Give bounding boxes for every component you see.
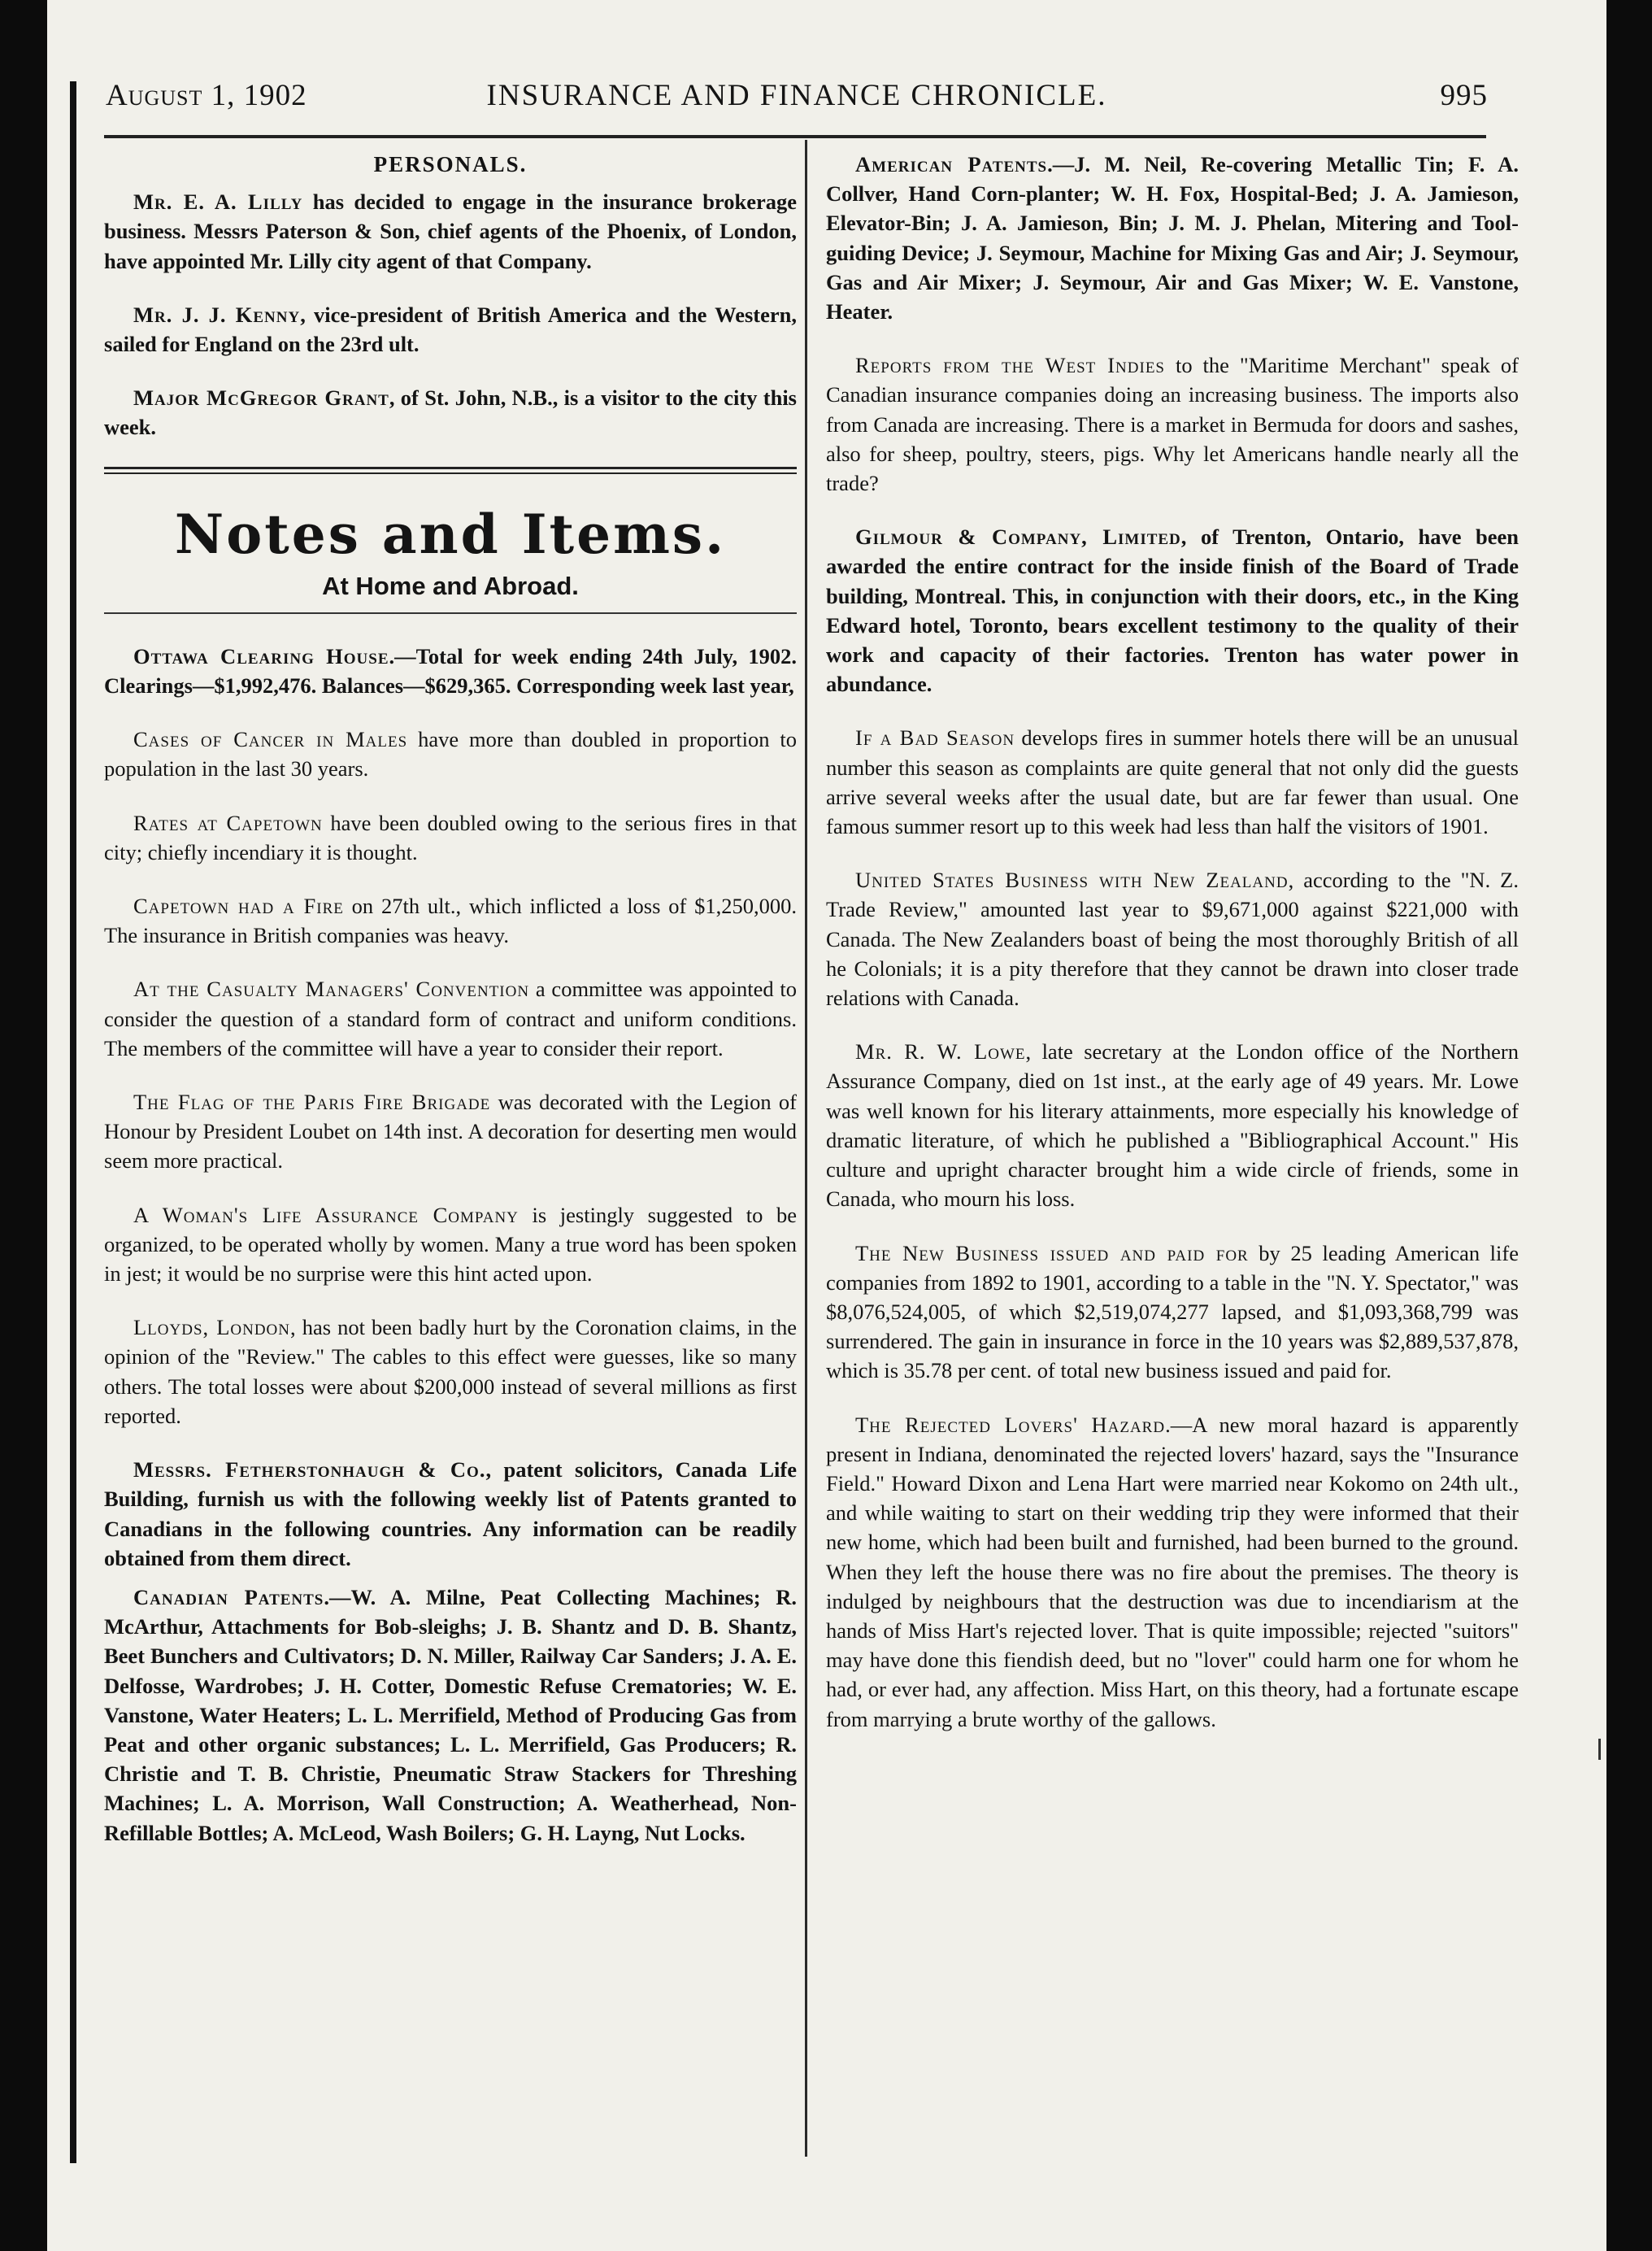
item-text: , has not been badly hurt by the Coronation claims, in the opinion of the "Review." The cables to this effect were guesses, like so many others. The total losses were about $200,000 instead of several millions as first reported. [104,1315,797,1428]
item-lead: The Rejected Lovers' Hazard [855,1412,1166,1437]
personal-item [104,187,797,276]
item-lead: Rates at Capetown [133,810,323,835]
right-column [826,150,1519,1758]
item-lead: American Patents [855,152,1048,176]
news-item [826,1239,1519,1386]
publication-title: INSURANCE AND FINANCE CHRONICLE. [486,79,1107,112]
notes-subheading: At Home and Abroad. [322,571,579,600]
header-rule [104,135,1486,138]
item-text: , according to the "N. Z. Trade Review," amounted last year to $9,671,000 against $221,000 with Canada. The New Zealanders boast of being the most thoroughly British of all he Colonials; it is a pity therefore that they cannot be drawn into closer trade relations with Canada. [826,868,1519,1011]
item-text: .—A new moral hazard is apparently present in Indiana, denominated the rejected lovers' hazard, says the "Insurance Field." Howard Dixon and Lena Hart were married near Kokomo on 24th ult., and while waiting to start on their wedding trip they were informed that their new home, which had been built and furnished, had been burned to the ground. When they left the house there was no fire about the premises. The theory is indulged by neighbours that the destruction was due to incendiarism at the hands of Miss Hart's rejected lover. That is quite impossible; rejected "suitors" may have done this fiendish deed, but no "lover" could harm one for whom he had, or ever had, any affection. Miss Hart, on this theory, had a fortunate escape from marrying a brute worthy of the gallows. [826,1412,1519,1731]
item-text: .—J. M. Neil, Re-covering Metallic Tin; F. A. Collver, Hand Corn-planter; W. H. Fox, Hospital-Bed; J. A. Jamieson, Elevator-Bin; J. A. Jamieson, Bin; J. M. J. Phelan, Mitering and Tool-guiding Device; J. Seymour, Machine for Mixing Gas and Air; J. Seymour, Gas and Air Mixer; J. Seymour, Air and Gas Mixer; W. E. Vanstone, Heater. [826,152,1519,324]
item-text: .—Total for week ending 24th July, 1902. Clearings—$1,992,476. Balances—$629,365. Corresponding week last year, [104,643,797,699]
item-text: on 27th ult., which inflicted a loss of $1,250,000. The insurance in British companies was heavy. [104,894,798,948]
news-item [104,725,797,783]
item-lead: Gilmour & Company, Limited [855,525,1181,550]
margin-mark [1598,1739,1601,1760]
news-item [104,808,797,867]
item-lead: The New Business issued and paid for [855,1240,1249,1265]
left-column [104,150,797,1872]
item-lead: Reports from the West Indies [855,353,1166,378]
personals-heading: PERSONALS. [373,152,528,176]
item-text: by 25 leading American life companies from 1892 to 1901, according to a table in the "N. Y. Spectator," was $8,076,524,005, of which $2,519,074,277 lapsed, and $1,093,368,799 was surrendered. The gain in insurance in force in the 10 years was $2,889,537,878, which is 35.78 per cent. of total new business issued and paid for. [826,1240,1519,1383]
page-number: 995 [1440,79,1488,112]
item-lead: Capetown had a Fire [133,894,344,919]
item-lead: Major McGregor Grant [133,385,389,411]
item-text: develops fires in summer hotels there will be an unusual number this season as complaints are quite general that not only did the guests arrive several weeks after the usual date, but are far fewer than usual. One famous summer resort up to this week had less than half the visitors of 1901. [826,725,1519,839]
binding-edge [70,81,76,2163]
item-lead: Cases of Cancer in Males [133,727,408,752]
column-divider [805,140,807,2157]
news-item [826,723,1519,841]
section-rule [104,467,797,474]
item-lead: Mr. E. A. Lilly [133,189,303,215]
item-text: , patent solicitors, Canada Life Building, furnish us with the following weekly list of Patents granted to Canadians in the following countries. Any information can be readily obtained from them direct. [104,1457,798,1570]
news-item [104,1583,797,1848]
item-lead: Mr. J. J. Kenny [133,302,301,327]
news-item [826,865,1519,1012]
news-item [104,974,797,1063]
item-lead: Mr. R. W. Lowe [855,1039,1026,1065]
news-item [104,1313,797,1430]
item-lead: United States Business with New Zealand [855,868,1289,893]
news-item [104,1087,797,1176]
news-item [826,350,1519,498]
item-text: a committee was appointed to consider the question of a standard form of contract and uniform conditions. The members of the committee will have a year to consider their report. [104,977,797,1060]
personal-item [104,383,797,442]
item-text: was decorated with the Legion of Honour by President Loubet on 14th inst. A decoration for deserting men would seem more practical. [104,1090,798,1173]
item-lead: A Woman's Life Assurance Company [133,1202,519,1227]
personal-item [104,300,797,359]
news-item [104,642,797,700]
news-item [104,1200,797,1289]
item-text: , vice-president of British America and the Western, sailed for England on the 23rd ult. [104,302,798,357]
item-lead: Messrs. Fetherstonhaugh & Co. [133,1457,486,1483]
news-item [826,1410,1519,1734]
page-header [106,78,1488,127]
item-text: to the "Maritime Merchant" speak of Canadian insurance companies doing an increasing business. The imports also from Canada are increasing. There is a market in Bermuda for doors and sashes, also for sheep, poultry, steers, pigs. Why let Americans handle nearly all the trade? [826,353,1519,496]
item-text: , of St. John, N.B., is a visitor to the city this week. [104,385,797,440]
news-item [104,1455,797,1573]
section-rule [104,612,797,614]
news-item [826,522,1519,699]
item-text: have been doubled owing to the serious fires in that city; chiefly incendiary it is thought. [104,810,798,864]
item-lead: Lloyds, London [133,1315,291,1340]
item-lead: Ottawa Clearing House [133,643,389,668]
item-text: .—W. A. Milne, Peat Collecting Machines; R. McArthur, Attachments for Bob-sleighs; J. B. Shantz and D. B. Shantz, Beet Bunchers and Cultivators; D. N. Miller, Railway Car Sanders; J. A. E. Delfosse, Wardrobes; J. H. Cotter, Domestic Refuse Crematories; W. E. Vanstone, Water Heaters; L. L. Merrifield, Method of Producing Gas from Peat and other organic substances; L. L. Merrifield, Gas Producers; R. Christie and T. B. Christie, Pneumatic Straw Stackers for Threshing Machines; L. A. Morrison, Wall Construction; A. Weatherhead, Non-Refillable Bottles; A. McLeod, Wash Boilers; G. H. Layng, Nut Locks. [104,1584,798,1845]
item-text: has decided to engage in the insurance brokerage business. Messrs Paterson & Son, chief agents of the Phoenix, of London, have appointed Mr. Lilly city agent of that Company. [104,189,797,273]
notes-heading: Notes and Items. [174,502,727,566]
item-lead: The Flag of the Paris Fire Brigade [133,1090,491,1115]
news-item [104,891,797,950]
news-item [826,150,1519,326]
item-text: , late secretary at the London office of the Northern Assurance Company, died on 1st inst., at the early age of 49 years. Mr. Lowe was well known for his literary attainments, more especially his knowledge of dramatic literature, of which he published a "Bibliographical Account." His culture and upright character brought him a wide circle of friends, some in Canada, who mourn his loss. [826,1039,1519,1212]
header-date: August 1, 1902 [106,79,307,112]
news-item [826,1037,1519,1213]
item-lead: Canadian Patents [133,1584,324,1609]
item-lead: At the Casualty Managers' Convention [133,977,530,1002]
item-lead: If a Bad Season [855,725,1015,751]
item-text: have more than doubled in proportion to population in the last 30 years. [104,727,798,782]
item-text: is jestingly suggested to be organized, to be operated wholly by women. Many a true word has been spoken in jest; it would be no surprise were this hint acted upon. [104,1202,797,1287]
item-text: , of Trenton, Ontario, have been awarded the entire contract for the inside finish of the Board of Trade building, Montreal. This, in conjunction with their doors, etc., in the King Edward hotel, Toronto, bears excellent testimony to the quality of their work and capacity of their factories. Trenton has water power in abundance. [826,525,1519,697]
